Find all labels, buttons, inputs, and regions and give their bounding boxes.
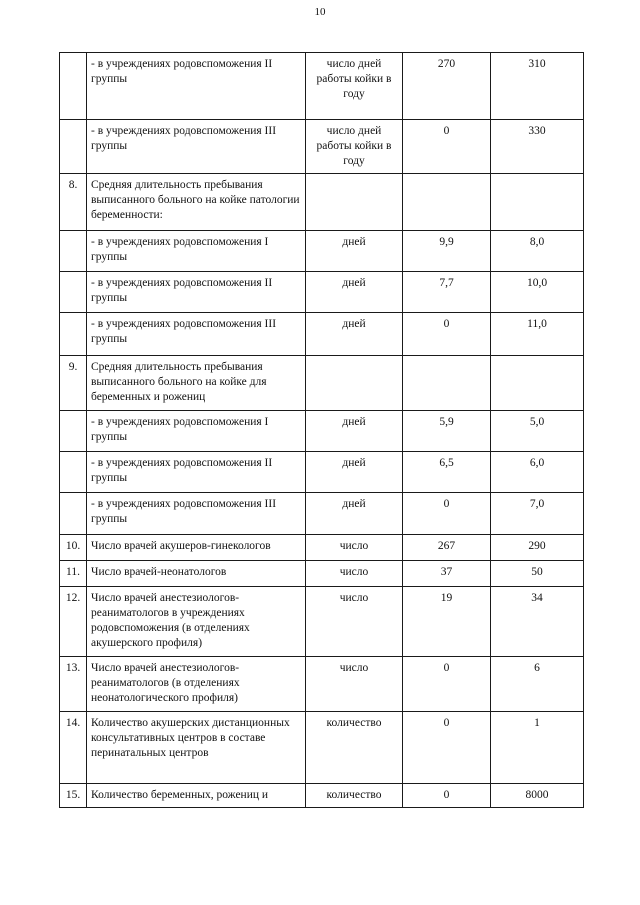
value-current-cell: 0 bbox=[403, 657, 491, 712]
table-row bbox=[60, 356, 584, 411]
value-target-cell: 290 bbox=[491, 535, 584, 561]
indicator-name-cell: - в учреждениях родовспоможения II группы bbox=[87, 272, 306, 313]
row-number-cell: 11. bbox=[60, 561, 87, 587]
table-row bbox=[60, 313, 584, 356]
unit-cell: дней bbox=[306, 452, 403, 493]
row-number-cell bbox=[60, 272, 87, 313]
table-row bbox=[60, 53, 584, 120]
page-number: 10 bbox=[314, 6, 326, 18]
table-row bbox=[60, 120, 584, 174]
row-number-cell bbox=[60, 411, 87, 452]
row-number-cell: 10. bbox=[60, 535, 87, 561]
unit-cell bbox=[306, 174, 403, 231]
table-row bbox=[60, 272, 584, 313]
table-row bbox=[60, 493, 584, 535]
value-current-cell: 0 bbox=[403, 712, 491, 784]
row-number-cell bbox=[60, 313, 87, 356]
indicator-name-cell: Количество акушерских дистанционных консультативных центров в составе перинатальных центров bbox=[87, 712, 306, 784]
row-number-cell: 9. bbox=[60, 356, 87, 411]
unit-cell: число bbox=[306, 587, 403, 657]
value-target-cell: 330 bbox=[491, 120, 584, 174]
value-target-cell: 8,0 bbox=[491, 231, 584, 272]
indicator-name-cell: - в учреждениях родовспоможения I группы bbox=[87, 231, 306, 272]
value-current-cell: 19 bbox=[403, 587, 491, 657]
value-target-cell: 310 bbox=[491, 53, 584, 120]
row-number-cell: 8. bbox=[60, 174, 87, 231]
value-target-cell: 6,0 bbox=[491, 452, 584, 493]
table-row bbox=[60, 231, 584, 272]
value-current-cell: 0 bbox=[403, 784, 491, 808]
value-target-cell: 34 bbox=[491, 587, 584, 657]
row-number-cell: 14. bbox=[60, 712, 87, 784]
value-target-cell: 6 bbox=[491, 657, 584, 712]
value-target-cell: 10,0 bbox=[491, 272, 584, 313]
value-current-cell: 267 bbox=[403, 535, 491, 561]
table-row bbox=[60, 784, 584, 808]
unit-cell: число дней работы койки в году bbox=[306, 120, 403, 174]
unit-cell bbox=[306, 356, 403, 411]
value-target-cell: 11,0 bbox=[491, 313, 584, 356]
indicator-name-cell: Средняя длительность пребывания выписанного больного на койке для беременных и рожениц bbox=[87, 356, 306, 411]
indicators-table bbox=[59, 52, 584, 808]
indicator-name-cell: Количество беременных, рожениц и bbox=[87, 784, 306, 808]
value-target-cell: 7,0 bbox=[491, 493, 584, 535]
row-number-cell bbox=[60, 493, 87, 535]
row-number-cell: 12. bbox=[60, 587, 87, 657]
value-target-cell: 50 bbox=[491, 561, 584, 587]
table-row bbox=[60, 587, 584, 657]
unit-cell: число bbox=[306, 561, 403, 587]
indicator-name-cell: Число врачей анестезиологов-реаниматологов в учреждениях родовспоможения (в отделениях акушерского профиля) bbox=[87, 587, 306, 657]
value-target-cell bbox=[491, 356, 584, 411]
table-row bbox=[60, 712, 584, 784]
value-current-cell: 270 bbox=[403, 53, 491, 120]
table-row bbox=[60, 657, 584, 712]
value-current-cell: 6,5 bbox=[403, 452, 491, 493]
value-current-cell: 5,9 bbox=[403, 411, 491, 452]
indicator-name-cell: - в учреждениях родовспоможения II группы bbox=[87, 452, 306, 493]
value-target-cell: 8000 bbox=[491, 784, 584, 808]
unit-cell: дней bbox=[306, 231, 403, 272]
unit-cell: дней bbox=[306, 411, 403, 452]
unit-cell: дней bbox=[306, 493, 403, 535]
unit-cell: число bbox=[306, 657, 403, 712]
row-number-cell bbox=[60, 120, 87, 174]
indicator-name-cell: Число врачей анестезиологов-реаниматологов (в отделениях неонатологического профиля) bbox=[87, 657, 306, 712]
indicator-name-cell: - в учреждениях родовспоможения III группы bbox=[87, 313, 306, 356]
indicator-name-cell: - в учреждениях родовспоможения II группы bbox=[87, 53, 306, 120]
table-row bbox=[60, 452, 584, 493]
unit-cell: дней bbox=[306, 313, 403, 356]
row-number-cell bbox=[60, 452, 87, 493]
value-current-cell: 0 bbox=[403, 313, 491, 356]
unit-cell: количество bbox=[306, 784, 403, 808]
unit-cell: число bbox=[306, 535, 403, 561]
row-number-cell: 13. bbox=[60, 657, 87, 712]
row-number-cell bbox=[60, 231, 87, 272]
table-row bbox=[60, 174, 584, 231]
value-target-cell: 1 bbox=[491, 712, 584, 784]
row-number-cell: 15. bbox=[60, 784, 87, 808]
indicator-name-cell: - в учреждениях родовспоможения III группы bbox=[87, 120, 306, 174]
value-current-cell bbox=[403, 174, 491, 231]
unit-cell: число дней работы койки в году bbox=[306, 53, 403, 120]
unit-cell: количество bbox=[306, 712, 403, 784]
value-current-cell: 37 bbox=[403, 561, 491, 587]
value-target-cell: 5,0 bbox=[491, 411, 584, 452]
row-number-cell bbox=[60, 53, 87, 120]
indicators-table-body bbox=[60, 53, 584, 808]
unit-cell: дней bbox=[306, 272, 403, 313]
indicator-name-cell: - в учреждениях родовспоможения I группы bbox=[87, 411, 306, 452]
value-current-cell: 7,7 bbox=[403, 272, 491, 313]
value-current-cell: 0 bbox=[403, 120, 491, 174]
value-current-cell bbox=[403, 356, 491, 411]
indicator-name-cell: Средняя длительность пребывания выписанного больного на койке патологии беременности: bbox=[87, 174, 306, 231]
table-row bbox=[60, 411, 584, 452]
table-row bbox=[60, 535, 584, 561]
indicator-name-cell: - в учреждениях родовспоможения III группы bbox=[87, 493, 306, 535]
value-target-cell bbox=[491, 174, 584, 231]
value-current-cell: 0 bbox=[403, 493, 491, 535]
indicator-name-cell: Число врачей акушеров-гинекологов bbox=[87, 535, 306, 561]
value-current-cell: 9,9 bbox=[403, 231, 491, 272]
table-row bbox=[60, 561, 584, 587]
indicator-name-cell: Число врачей-неонатологов bbox=[87, 561, 306, 587]
